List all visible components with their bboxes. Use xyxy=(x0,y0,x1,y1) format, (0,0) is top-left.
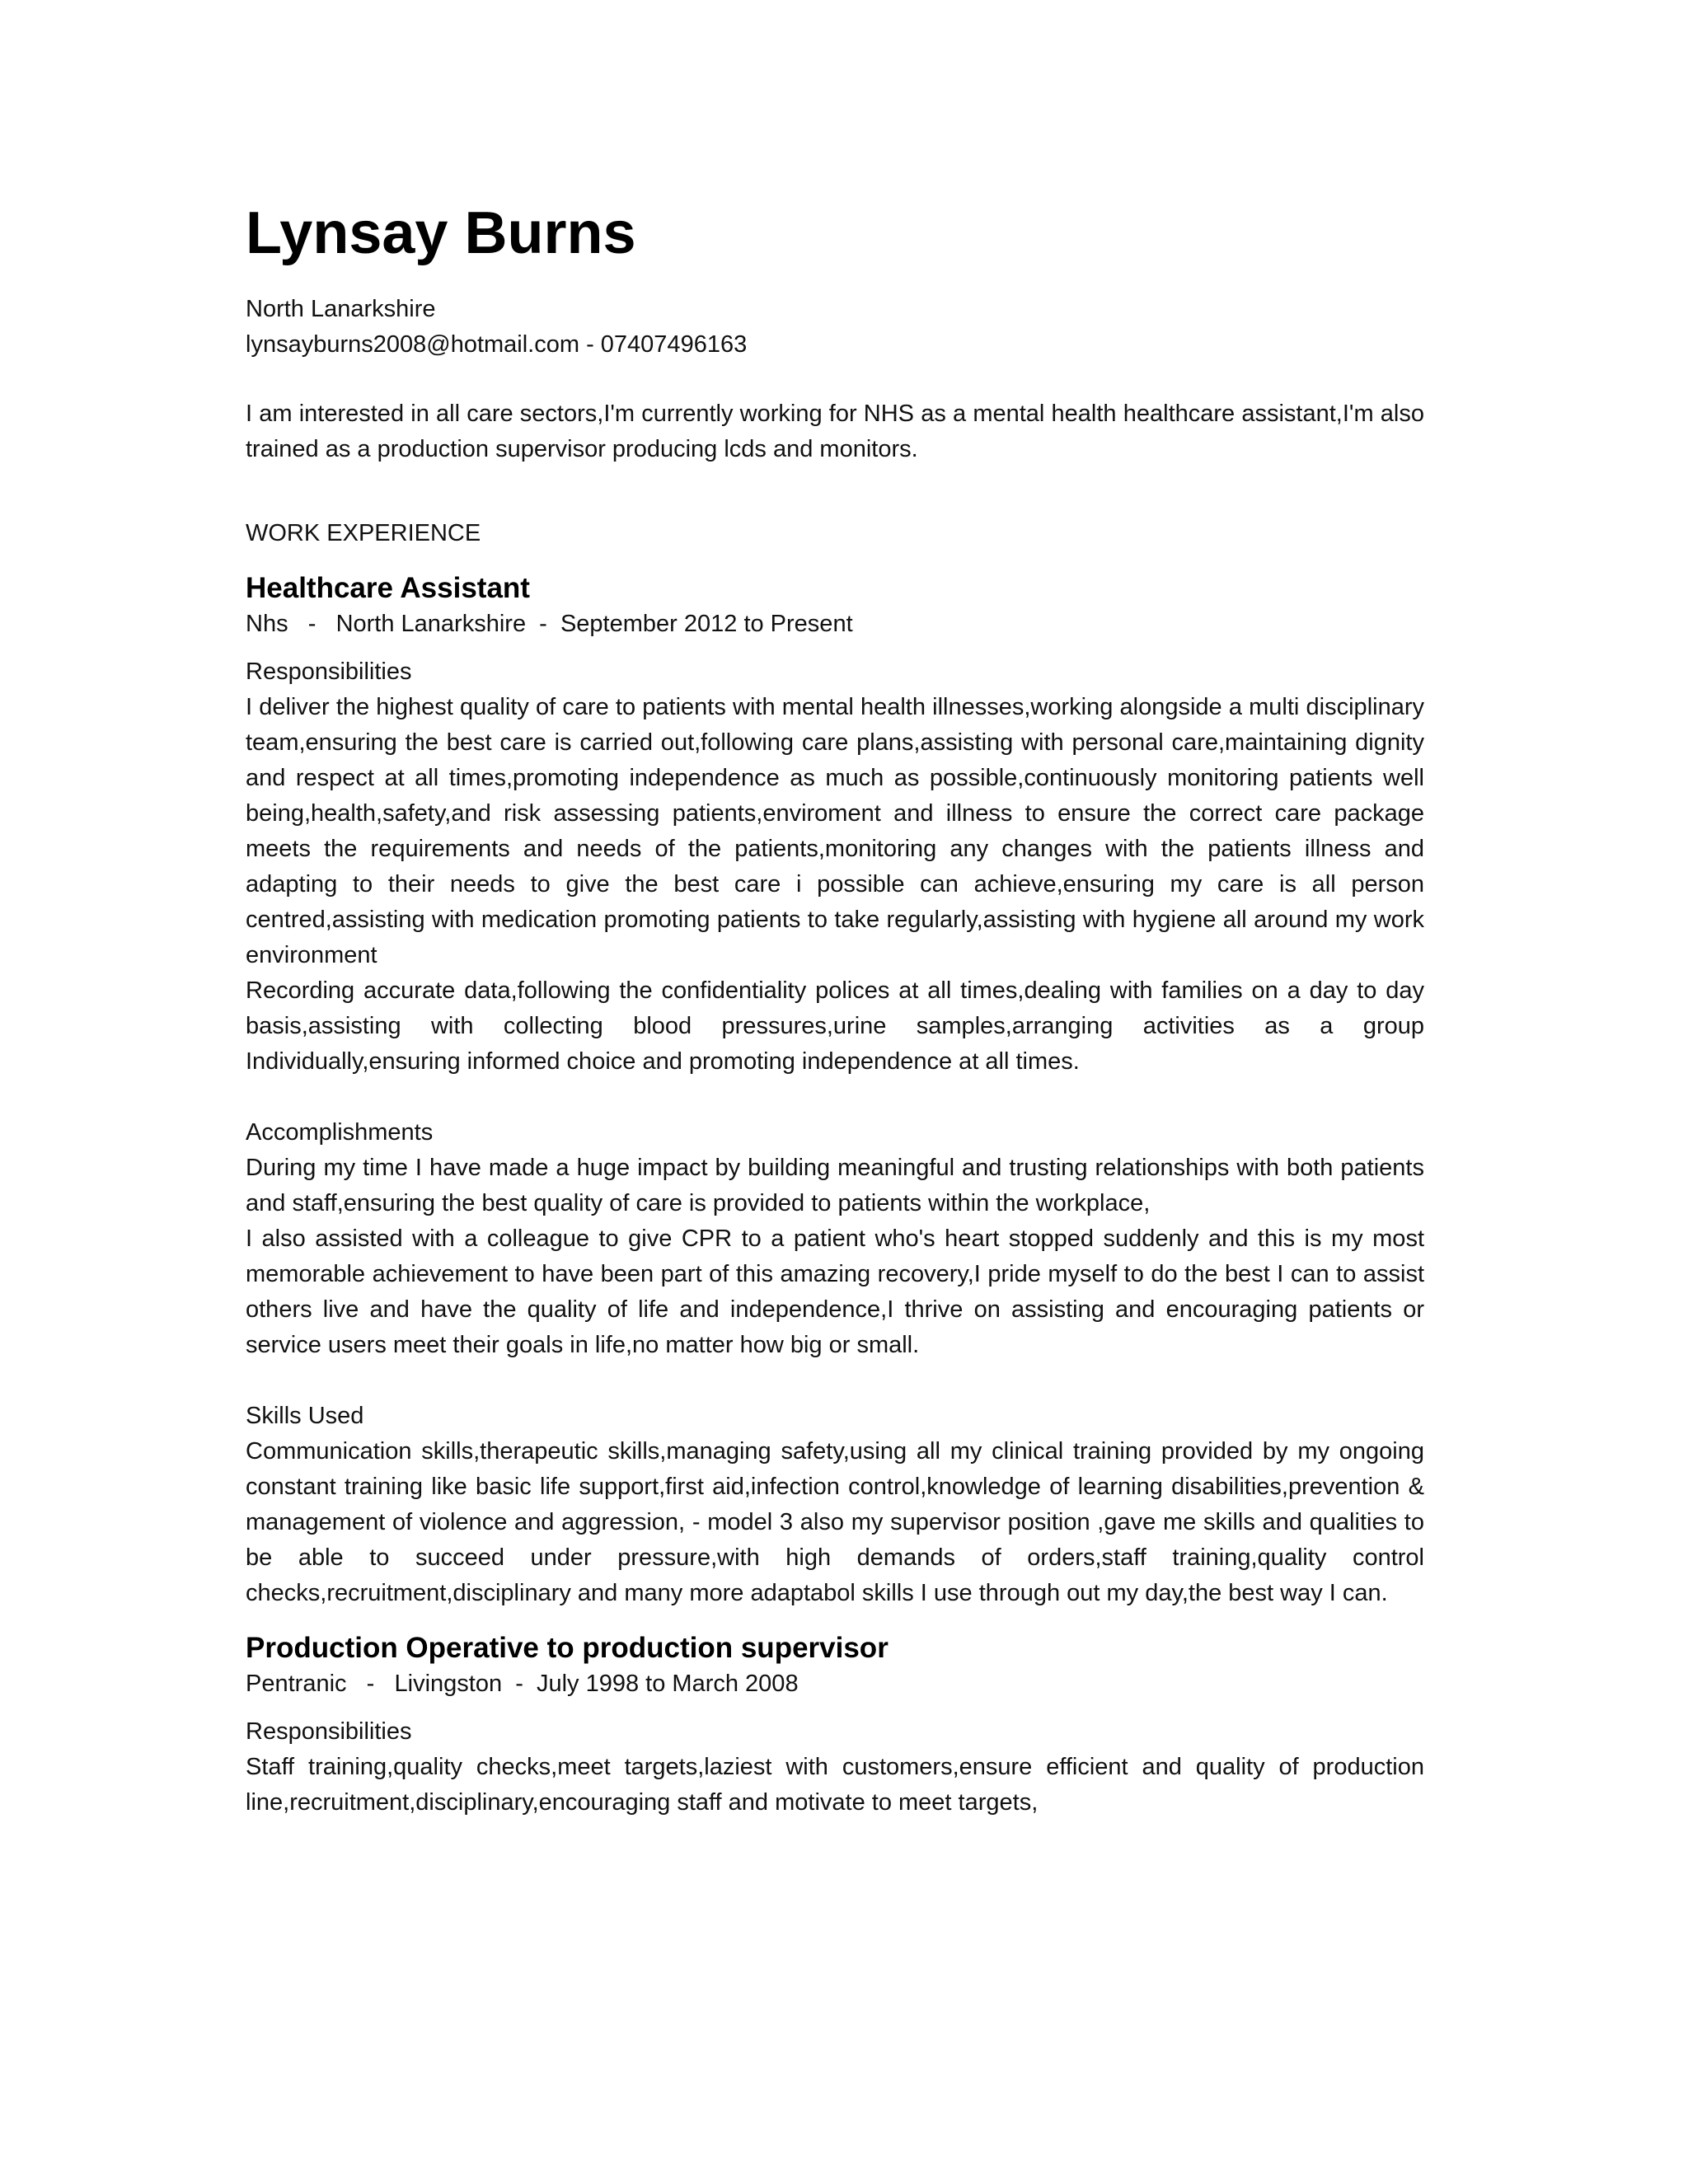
job-title: Production Operative to production supervisor xyxy=(246,1632,889,1664)
job-entry xyxy=(246,570,1424,1611)
job-title: Healthcare Assistant xyxy=(246,572,530,604)
job-meta: Pentranic - Livingston - July 1998 to March 2008 xyxy=(246,1671,799,1697)
skills-text: Communication skills,therapeutic skills,managing safety,using all my clinical training provided by my ongoing constant training like basic life support,first aid,infection control,knowledge of learning disabilities,prevention & management of violence and aggression, - model 3 also my supervisor position ,gave me skills and qualities to be able to succeed under pressure,with high demands of orders,staff training,quality control checks,recruitment,disciplinary and many more adaptabol skills I use through out my day,the best way I can. xyxy=(246,1438,1424,1606)
responsibilities-text: I deliver the highest quality of care to patients with mental health illnesses,working alongside a multi disciplinary team,ensuring the best care is carried out,following care plans,assisting with personal care,maintaining dignity and respect at all times,promoting independence as much as possible,continuously monitoring patients well being,health,safety,and risk assessing patients,enviroment and illness to ensure the correct care package meets the requirements and needs of the patients,monitoring any changes with the patients illness and adapting to their needs to give the best care i possible can achieve,ensuring my care is all person centred,assisting with medication promoting patients to take regularly,assisting with hygiene all around my work environment xyxy=(246,694,1424,968)
candidate-name: Lynsay Burns xyxy=(246,200,636,266)
location: North Lanarkshire xyxy=(246,296,436,322)
section-heading-work-experience: WORK EXPERIENCE xyxy=(246,520,481,546)
summary: I am interested in all care sectors,I'm currently working for NHS as a mental health healthcare assistant,I'm also trained as a production supervisor producing lcds and monitors. xyxy=(246,401,1424,462)
responsibilities-label: Responsibilities xyxy=(246,658,412,685)
skills-label: Skills Used xyxy=(246,1403,364,1429)
resume-content xyxy=(246,198,1424,1821)
accomplishments-text: I also assisted with a colleague to give CPR to a patient who's heart stopped suddenly and this is my most memorable achievement to have been part of this amazing recovery,I pride myself to do the best I can to assist others live and have the quality of life and independence,I thrive on assisting and encouraging patients or service users meet their goals in life,no matter how big or small. xyxy=(246,1226,1424,1358)
responsibilities-text: Staff training,quality checks,meet targets,laziest with customers,ensure efficient and quality of production line,recruitment,disciplinary,encouraging staff and motivate to meet targets, xyxy=(246,1754,1424,1816)
job-meta: Nhs - North Lanarkshire - September 2012 to Present xyxy=(246,611,853,637)
job-entry xyxy=(246,1630,1424,1821)
responsibilities-label: Responsibilities xyxy=(246,1718,412,1745)
accomplishments-label: Accomplishments xyxy=(246,1119,434,1146)
responsibilities-text: Recording accurate data,following the confidentiality polices at all times,dealing with families on a day to day basis,assisting with collecting blood pressures,urine samples,arranging activities as a group Individually,ensuring informed choice and promoting independence at all times. xyxy=(246,977,1424,1075)
contact-details: lynsayburns2008@hotmail.com - 07407496163 xyxy=(246,331,748,358)
accomplishments-text: During my time I have made a huge impact by building meaningful and trusting relationships with both patients and staff,ensuring the best quality of care is provided to patients within the workplace, xyxy=(246,1155,1424,1216)
